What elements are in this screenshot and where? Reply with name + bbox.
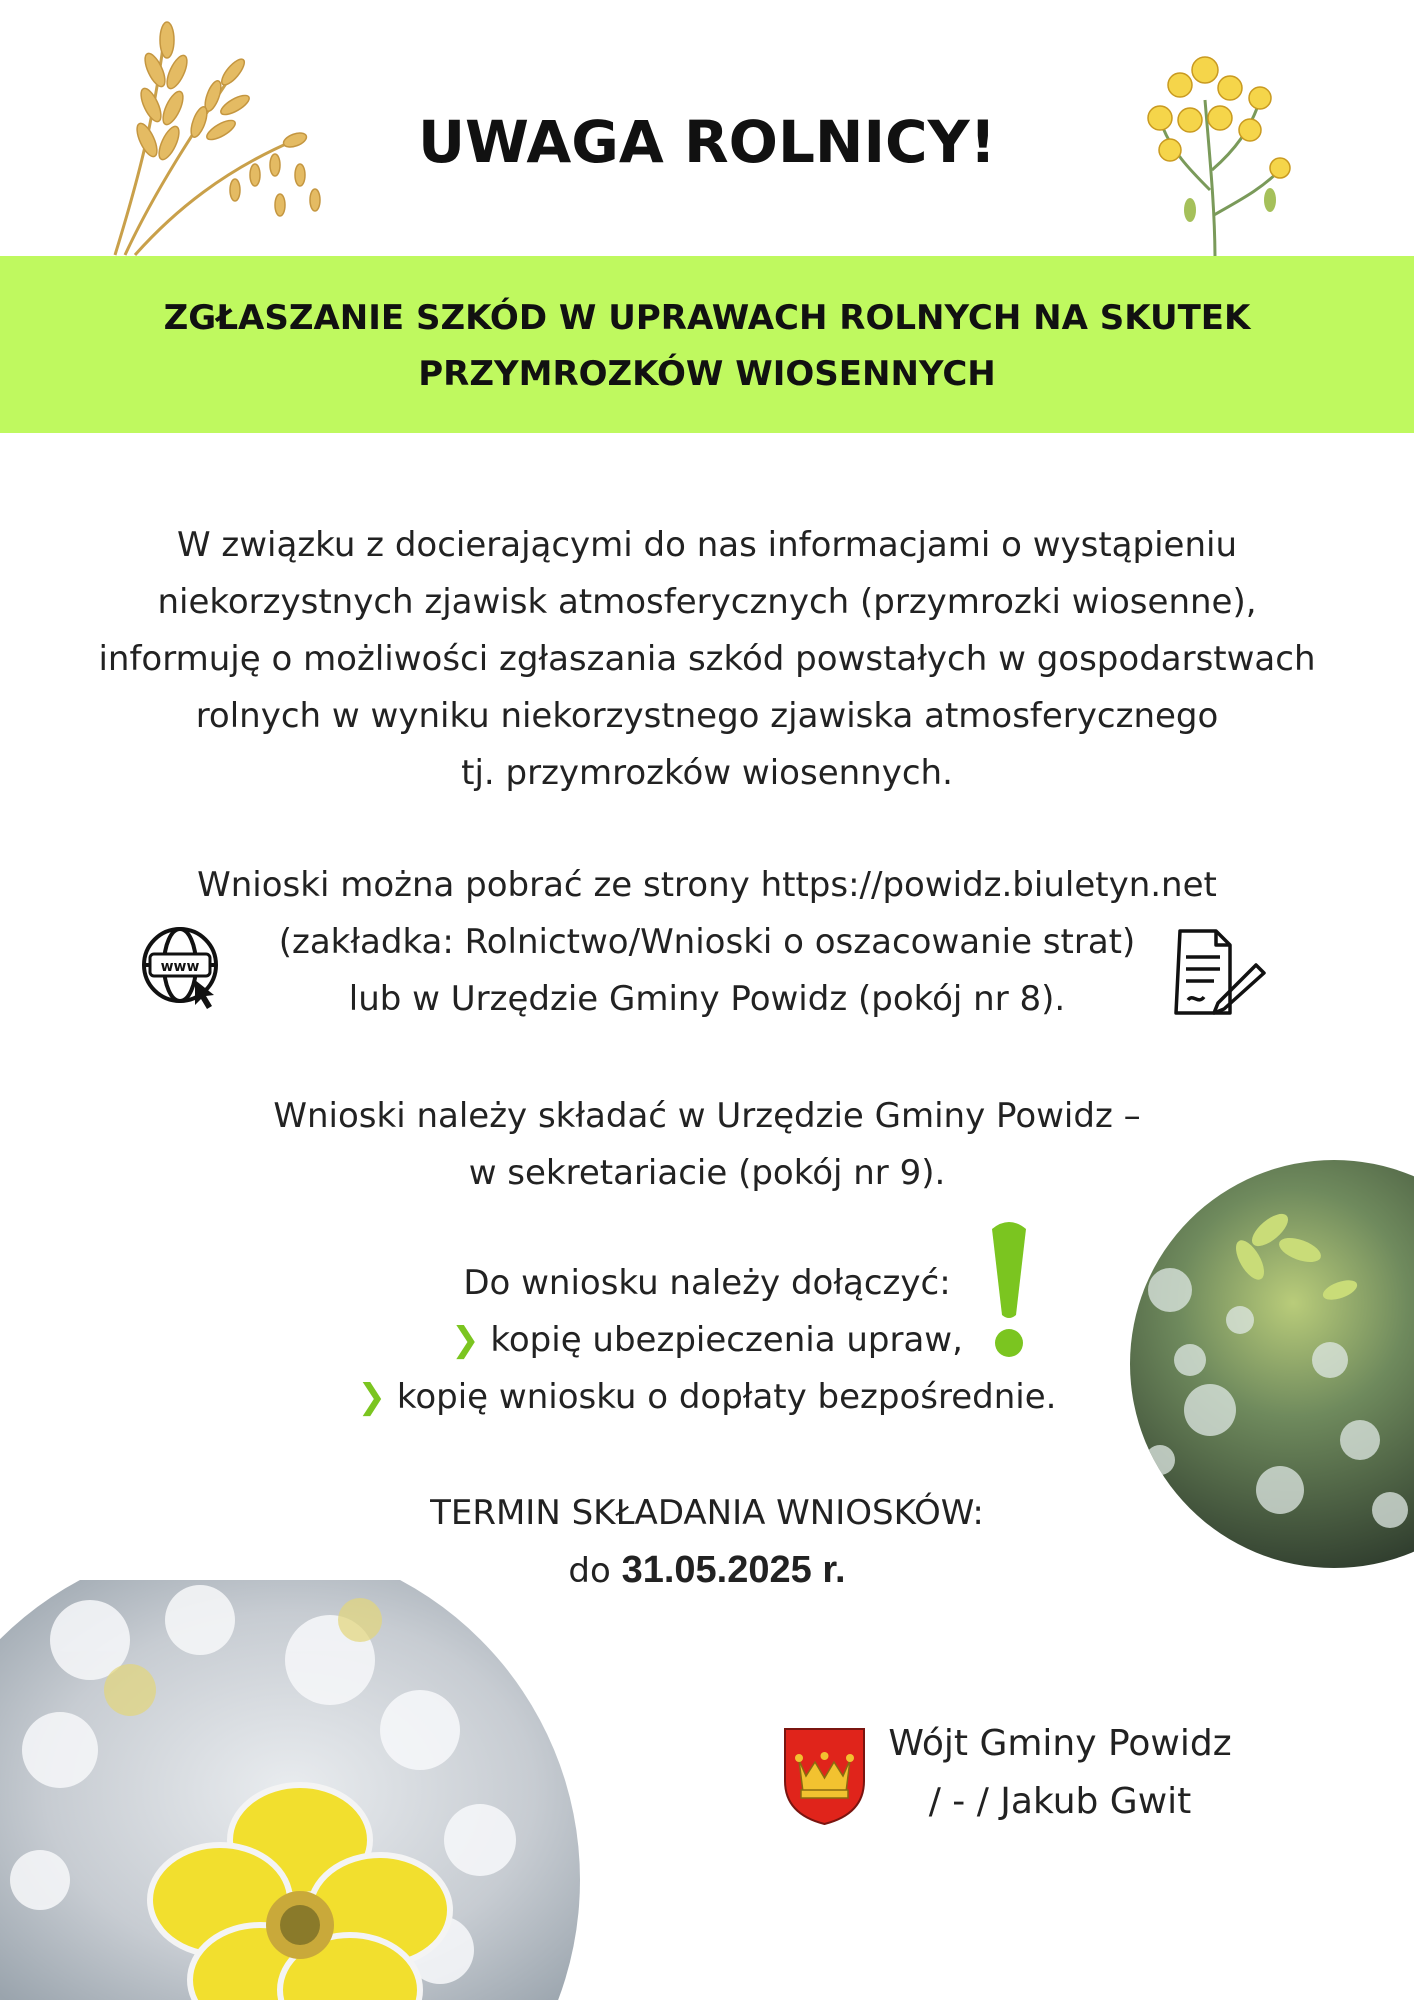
banner-line: PRZYMROZKÓW WIOSENNYCH	[418, 354, 996, 394]
download-line: (zakładka: Rolnictwo/Wnioski o oszacowanie strat)	[278, 922, 1136, 962]
coat-of-arms-icon	[782, 1726, 867, 1826]
frosted-leaves-photo	[1130, 1160, 1414, 1568]
chevron-right-icon: ❯	[357, 1377, 387, 1417]
www-label: www	[160, 959, 200, 975]
download-line: Wnioski można pobrać ze strony https://powidz.biuletyn.net	[197, 865, 1217, 905]
intro-paragraph	[0, 517, 1414, 802]
signature	[870, 1715, 1250, 1831]
deadline-label: TERMIN SKŁADANIA WNIOSKÓW:	[430, 1493, 984, 1533]
download-line: lub w Urzędzie Gminy Powidz (pokój nr 8).	[348, 979, 1066, 1019]
intro-line: tj. przymrozków wiosennych.	[461, 753, 953, 793]
deadline-date: 31.05.2025 r.	[621, 1549, 846, 1591]
signature-line: Wójt Gminy Powidz	[888, 1723, 1232, 1764]
intro-line: niekorzystnych zjawisk atmosferycznych (przymrozki wiosenne),	[157, 582, 1257, 622]
frosted-flower-photo	[0, 1580, 580, 2000]
attachment-text: kopię ubezpieczenia upraw,	[490, 1320, 963, 1360]
chevron-right-icon: ❯	[451, 1320, 480, 1360]
banner-line: ZGŁASZANIE SZKÓD W UPRAWACH ROLNYCH NA SKUTEK	[163, 298, 1251, 338]
banner-headline	[0, 290, 1414, 402]
page-title: UWAGA ROLNICY!	[417, 108, 997, 176]
deadline-prefix: do	[568, 1551, 611, 1591]
globe-www-icon	[140, 925, 226, 1011]
submit-line: Wnioski należy składać w Urzędzie Gminy Powidz –	[273, 1096, 1141, 1136]
submit-line: w sekretariacie (pokój nr 9).	[468, 1153, 946, 1193]
attachment-text: kopię wniosku o dopłaty bezpośrednie.	[396, 1377, 1057, 1417]
intro-line: rolnych w wyniku niekorzystnego zjawiska atmosferycznego	[195, 696, 1219, 736]
intro-line: W związku z docierającymi do nas informacjami o wystąpieniu	[176, 525, 1238, 565]
intro-line: informuję o możliwości zgłaszania szkód powstałych w gospodarstwach	[98, 639, 1316, 679]
attachments-heading: Do wniosku należy dołączyć:	[463, 1263, 951, 1303]
document-pen-icon	[1168, 925, 1268, 1020]
signature-line: / - / Jakub Gwit	[928, 1781, 1192, 1822]
